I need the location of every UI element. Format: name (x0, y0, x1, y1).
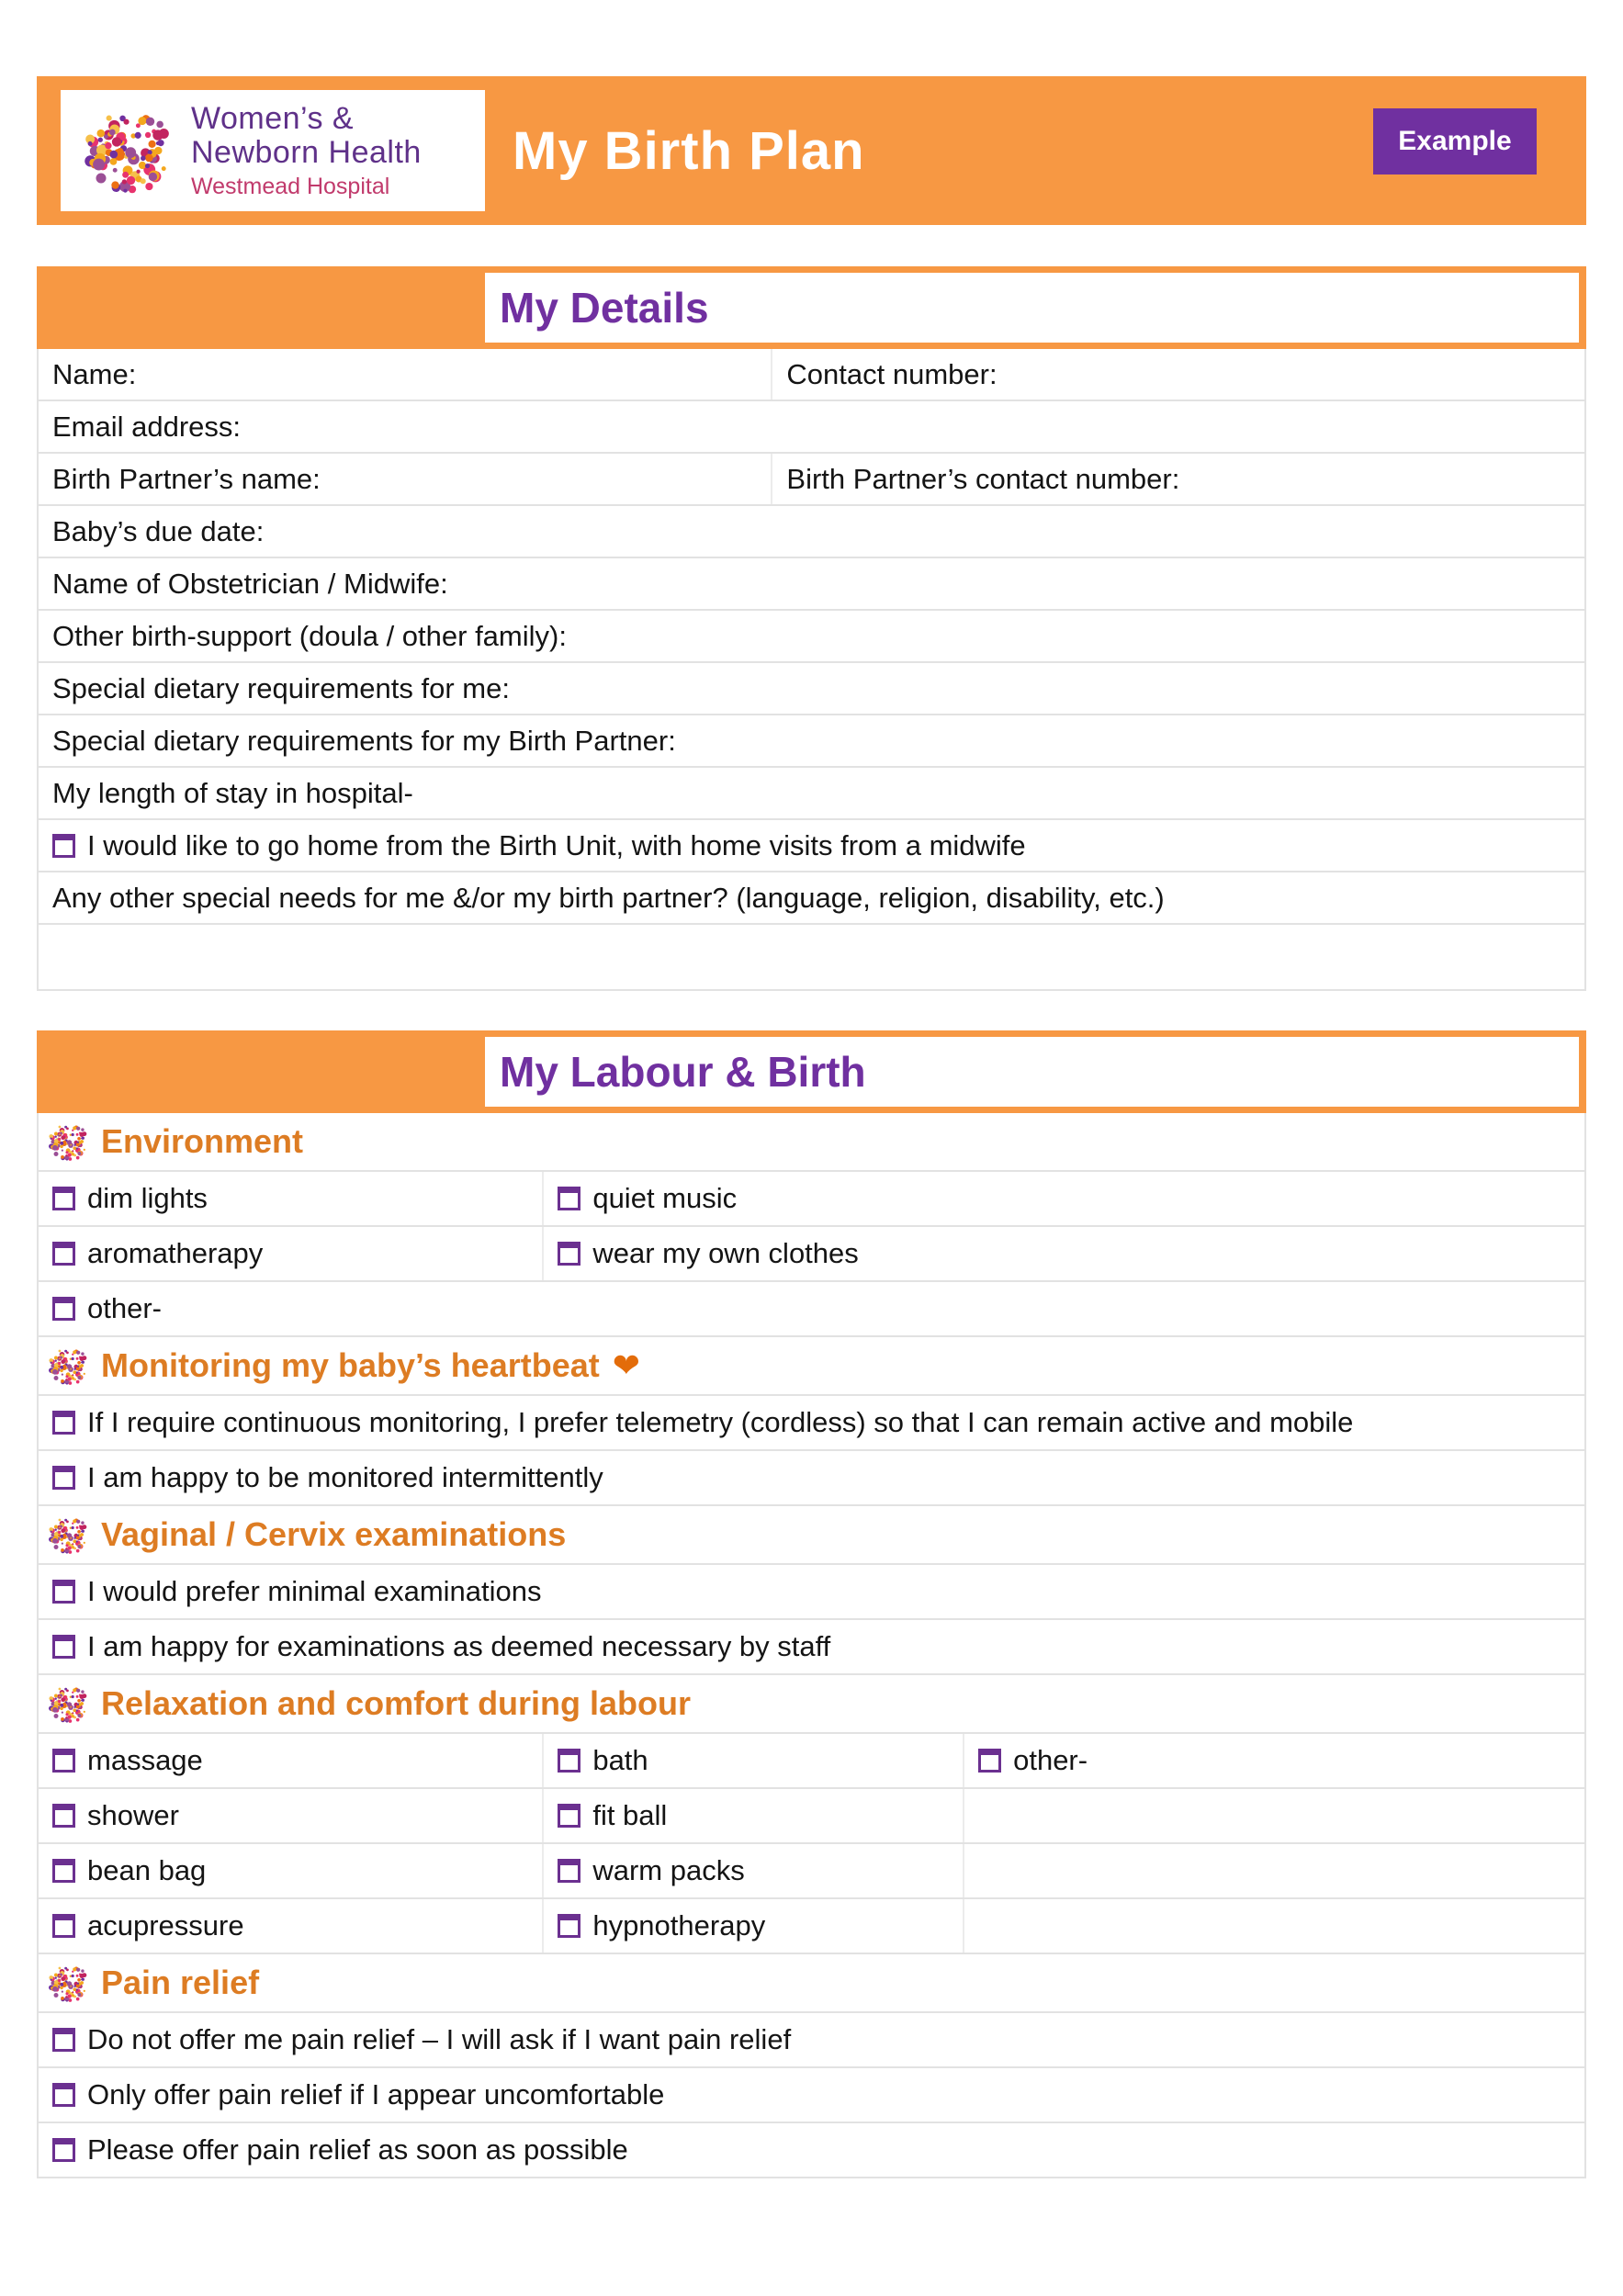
checkbox-option-cell[interactable] (39, 2013, 1584, 2066)
cell-label: fit ball (592, 1799, 668, 1831)
cell-label: wear my own clothes (592, 1237, 859, 1269)
checkbox-icon[interactable] (52, 1466, 75, 1490)
cell-label: I am happy to be monitored intermittently (87, 1461, 603, 1493)
checkbox-option-cell[interactable] (39, 1899, 544, 1953)
cell-label: Name: (52, 357, 137, 390)
cell-label: hypnotherapy (592, 1909, 766, 1941)
table-row (39, 1227, 1584, 1282)
dot-circle-icon (48, 1345, 90, 1387)
field-cell (39, 715, 1584, 766)
checkbox-option-cell[interactable] (39, 1844, 544, 1897)
cell-label: I would prefer minimal examinations (87, 1575, 542, 1607)
checkbox-option-cell[interactable] (544, 1899, 964, 1953)
cell-label: Please offer pain relief as soon as possible (87, 2133, 628, 2166)
checkbox-option-cell[interactable] (39, 1227, 544, 1280)
field-cell (772, 454, 1584, 504)
section-heading-label: Monitoring my baby’s heartbeat (101, 1346, 600, 1384)
cell-label: dim lights (87, 1182, 208, 1214)
details-table (37, 349, 1586, 991)
checkbox-icon[interactable] (52, 1242, 75, 1266)
table-row (39, 768, 1584, 820)
checkbox-icon[interactable] (52, 2138, 75, 2162)
cell-label: Only offer pain relief if I appear uncomfortable (87, 2078, 665, 2110)
checkbox-option-cell[interactable] (39, 2068, 1584, 2122)
cell-label: Birth Partner’s contact number: (786, 462, 1180, 495)
cell-label: Birth Partner’s name: (52, 462, 321, 495)
logo-line-2: Newborn Health (191, 135, 422, 170)
cell-label: Any other special needs for me &/or my birth partner? (language, religion, disability, etc.) (52, 881, 1165, 914)
table-row (39, 1734, 1584, 1789)
table-row (39, 872, 1584, 925)
heart-icon: ❤ (612, 1346, 640, 1384)
field-cell (964, 1899, 1584, 1953)
table-row (39, 1789, 1584, 1844)
checkbox-option-cell[interactable] (544, 1227, 1584, 1280)
checkbox-option-cell[interactable] (39, 1451, 1584, 1504)
checkbox-icon[interactable] (52, 2083, 75, 2107)
checkbox-icon[interactable] (52, 1914, 75, 1938)
checkbox-option-cell[interactable] (544, 1844, 964, 1897)
cell-label: Special dietary requirements for me: (52, 671, 510, 704)
table-row (39, 663, 1584, 715)
checkbox-option-cell[interactable] (39, 1282, 1584, 1335)
checkbox-option-cell[interactable] (39, 1789, 544, 1842)
section-heading (39, 1337, 1584, 1396)
labour-title: My Labour & Birth (500, 1048, 866, 1096)
dot-circle-icon (48, 1120, 90, 1163)
section-heading-label: Vaginal / Cervix examinations (101, 1515, 567, 1553)
field-cell (964, 1844, 1584, 1897)
cell-label: My length of stay in hospital- (52, 776, 413, 809)
checkbox-option-cell[interactable] (39, 1172, 544, 1225)
table-row (39, 1565, 1584, 1620)
table-row (39, 611, 1584, 663)
section-heading (39, 1506, 1584, 1565)
checkbox-icon[interactable] (52, 1749, 75, 1773)
checkbox-option-cell[interactable] (964, 1734, 1584, 1787)
table-row (39, 349, 1584, 401)
cell-label: Name of Obstetrician / Midwife: (52, 567, 448, 600)
field-cell (39, 872, 1584, 923)
field-cell (39, 558, 1584, 609)
section-heading (39, 1954, 1584, 2013)
table-row (39, 2068, 1584, 2123)
page-title: My Birth Plan (513, 120, 865, 181)
cell-label: Baby’s due date: (52, 514, 265, 547)
logo-line-1: Women’s & (191, 101, 355, 136)
field-cell (39, 611, 1584, 661)
field-cell (39, 663, 1584, 714)
checkbox-icon[interactable] (52, 1859, 75, 1883)
details-title: My Details (500, 284, 709, 332)
cell-label: other- (87, 1292, 162, 1324)
section-heading (39, 1113, 1584, 1172)
checkbox-icon[interactable] (52, 1187, 75, 1210)
example-badge[interactable]: Example (1373, 108, 1537, 174)
cell-label: warm packs (592, 1854, 745, 1886)
table-row (39, 401, 1584, 454)
table-row (39, 1451, 1584, 1506)
table-row (39, 925, 1584, 991)
checkbox-icon[interactable] (52, 1297, 75, 1321)
section-heading-label: Pain relief (101, 1964, 260, 2001)
cell-label: I am happy for examinations as deemed necessary by staff (87, 1630, 831, 1662)
checkbox-icon[interactable] (558, 1749, 580, 1773)
cell-label: massage (87, 1744, 203, 1776)
table-row (39, 1172, 1584, 1227)
field-cell (39, 768, 1584, 818)
cell-label: Do not offer me pain relief – I will ask if I want pain relief (87, 2023, 792, 2055)
cell-label: Email address: (52, 410, 242, 443)
dot-circle-icon (48, 1514, 90, 1556)
section-heading (39, 1675, 1584, 1734)
details-section-bar (37, 266, 1586, 349)
table-row (39, 715, 1584, 768)
details-bar-inset (485, 273, 1579, 343)
labour-section-bar (37, 1030, 1586, 1113)
cell-label: Other birth-support (doula / other family): (52, 619, 567, 652)
table-row (39, 2013, 1584, 2068)
cell-label: bean bag (87, 1854, 207, 1886)
checkbox-option-cell[interactable] (39, 1396, 1584, 1449)
field-cell (39, 349, 772, 400)
labour-table (37, 1113, 1586, 2178)
checkbox-icon[interactable] (558, 1859, 580, 1883)
table-row (39, 2123, 1584, 2178)
checkbox-icon[interactable] (52, 834, 75, 858)
header-banner (37, 76, 1586, 225)
table-row (39, 1620, 1584, 1675)
checkbox-icon[interactable] (978, 1749, 1001, 1773)
checkbox-icon[interactable] (52, 1411, 75, 1435)
cell-label: quiet music (592, 1182, 738, 1214)
checkbox-option-cell[interactable] (39, 2123, 1584, 2177)
checkbox-icon[interactable] (52, 1804, 75, 1828)
cell-label: other- (1013, 1744, 1088, 1776)
labour-bar-inset (485, 1037, 1579, 1107)
table-row (39, 558, 1584, 611)
table-row (39, 454, 1584, 506)
dot-circle-icon (48, 1683, 90, 1725)
checkbox-icon[interactable] (558, 1242, 580, 1266)
checkbox-option-cell[interactable] (39, 1734, 544, 1787)
table-row (39, 1282, 1584, 1337)
checkbox-icon[interactable] (52, 1635, 75, 1659)
field-cell (39, 506, 1584, 557)
cell-label: If I require continuous monitoring, I prefer telemetry (cordless) so that I can remain active and mobile (87, 1406, 1354, 1438)
checkbox-icon[interactable] (52, 1580, 75, 1604)
checkbox-option-cell[interactable] (39, 1620, 1584, 1673)
section-heading-label: Environment (101, 1122, 304, 1160)
checkbox-option-cell[interactable] (544, 1789, 964, 1842)
checkbox-option-cell[interactable] (544, 1172, 1584, 1225)
table-row (39, 820, 1584, 872)
checkbox-icon[interactable] (52, 2028, 75, 2052)
cell-label: aromatherapy (87, 1237, 264, 1269)
cell-label: I would like to go home from the Birth Unit, with home visits from a midwife (87, 828, 1026, 861)
section-heading-label: Relaxation and comfort during labour (101, 1684, 692, 1722)
field-cell (964, 1789, 1584, 1842)
checkbox-option-cell[interactable] (39, 1565, 1584, 1618)
cell-label: acupressure (87, 1909, 244, 1941)
field-cell (39, 925, 1584, 989)
field-cell (772, 349, 1584, 400)
logo-dot-circle-icon (83, 104, 176, 197)
field-cell (39, 401, 1584, 452)
table-row (39, 506, 1584, 558)
table-row (39, 1899, 1584, 1954)
hospital-logo (61, 90, 485, 211)
table-row (39, 1396, 1584, 1451)
cell-label: bath (592, 1744, 648, 1776)
checkbox-icon[interactable] (558, 1914, 580, 1938)
logo-line-3: Westmead Hospital (191, 174, 390, 199)
logo-text (191, 102, 422, 199)
checkbox-option-cell[interactable] (544, 1734, 964, 1787)
cell-label: Contact number: (786, 357, 997, 390)
dot-circle-icon (48, 1962, 90, 2004)
field-cell (39, 454, 772, 504)
table-row (39, 1844, 1584, 1899)
cell-label: Special dietary requirements for my Birth Partner: (52, 724, 676, 757)
cell-label: shower (87, 1799, 179, 1831)
checkbox-option-cell[interactable] (39, 820, 1584, 871)
checkbox-icon[interactable] (558, 1187, 580, 1210)
checkbox-icon[interactable] (558, 1804, 580, 1828)
